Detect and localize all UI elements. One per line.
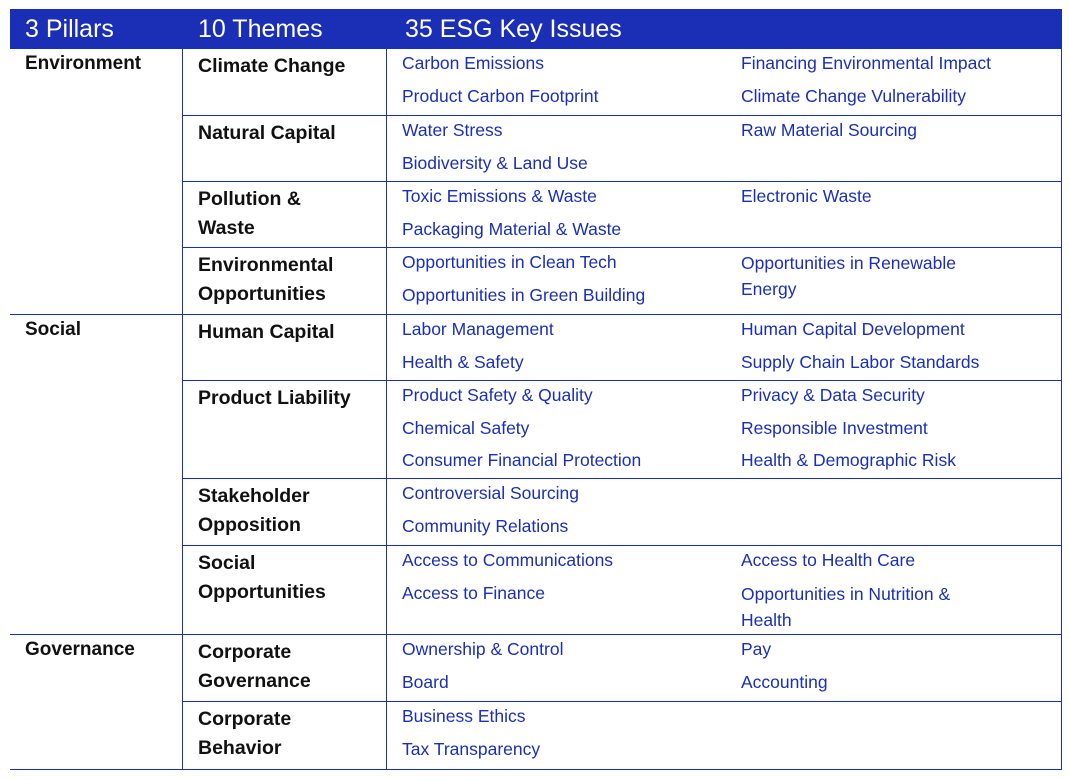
issues-right-column (741, 637, 1061, 701)
theme-row-human-capital (183, 315, 1062, 381)
key-issue: Responsible Investment (741, 417, 928, 438)
key-issue: Product Safety & Quality (402, 385, 593, 405)
issues-cell (387, 182, 1061, 247)
theme-name: Pollution & Waste (183, 182, 387, 247)
issues-right-column (741, 548, 1061, 634)
theme-row-stakeholder-opposition (183, 479, 1062, 546)
key-issue: Health & Demographic Risk (741, 450, 956, 470)
issues-left-column (402, 704, 741, 769)
key-issue: Community Relations (402, 515, 569, 536)
theme-name: Climate Change (183, 49, 387, 115)
key-issue: Opportunities in Nutrition & Health (741, 583, 951, 630)
key-issue: Pay (741, 639, 772, 659)
theme-name: Product Liability (183, 381, 387, 478)
theme-name: Stakeholder Opposition (183, 479, 387, 545)
theme-name: Environmental Opportunities (183, 248, 387, 314)
key-issue: Access to Communications (402, 550, 614, 570)
key-issue: Biodiversity & Land Use (402, 152, 588, 173)
key-issue: Tax Transparency (402, 738, 541, 759)
theme-name: Corporate Governance (183, 635, 387, 701)
pillar-social: Social (10, 315, 182, 635)
header-themes: 10 Themes (198, 14, 323, 43)
issues-right-column (741, 383, 1061, 478)
theme-name: Natural Capital (183, 116, 387, 181)
theme-column (183, 49, 1062, 769)
key-issue: Raw Material Sourcing (741, 120, 918, 140)
theme-name: Human Capital (183, 315, 387, 380)
theme-name: Corporate Behavior (183, 702, 387, 769)
issues-right-column (741, 51, 1061, 115)
pillar-governance: Governance (25, 639, 135, 660)
issues-right-column (741, 704, 1061, 769)
theme-name: Social Opportunities (183, 546, 387, 634)
theme-row-natural-capital (183, 116, 1062, 182)
issues-cell (387, 49, 1061, 115)
issues-left-column (402, 317, 741, 380)
key-issue: Access to Finance (402, 582, 545, 603)
issues-right-column (741, 250, 1061, 314)
key-issue: Privacy & Data Security (741, 385, 925, 405)
issues-right-column (741, 184, 1061, 247)
key-issue: Water Stress (402, 120, 503, 140)
key-issue: Health & Safety (402, 351, 524, 372)
key-issue: Carbon Emissions (402, 53, 544, 73)
key-issue: Product Carbon Footprint (402, 85, 599, 106)
key-issue: Accounting (741, 671, 828, 692)
issues-cell (387, 315, 1061, 380)
theme-row-corporate-governance (183, 635, 1062, 702)
key-issue: Consumer Financial Protection (402, 450, 642, 470)
key-issue: Opportunities in Green Building (402, 284, 646, 305)
issues-left-column (402, 118, 741, 181)
theme-row-environmental-opportunities (183, 248, 1062, 315)
issues-left-column (402, 383, 741, 478)
issues-cell (387, 381, 1061, 478)
theme-row-pollution-waste (183, 182, 1062, 248)
issues-cell (387, 702, 1061, 769)
header-pillars: 3 Pillars (25, 14, 114, 43)
issues-left-column (402, 548, 741, 634)
issues-cell (387, 635, 1061, 701)
key-issue: Ownership & Control (402, 639, 564, 659)
esg-table (10, 9, 1062, 770)
issues-right-column (741, 317, 1061, 380)
theme-row-climate-change (183, 49, 1062, 116)
issues-cell (387, 479, 1061, 545)
theme-row-corporate-behavior (183, 702, 1062, 769)
key-issue: Labor Management (402, 319, 554, 339)
key-issue: Toxic Emissions & Waste (402, 186, 597, 206)
issues-left-column (402, 481, 741, 545)
issues-left-column (402, 184, 741, 247)
header-issues: 35 ESG Key Issues (405, 14, 622, 43)
key-issue: Opportunities in Clean Tech (402, 252, 617, 272)
key-issue: Packaging Material & Waste (402, 218, 622, 239)
issues-right-column (741, 118, 1061, 181)
key-issue: Human Capital Development (741, 319, 965, 339)
issues-cell (387, 248, 1061, 314)
pillar-column (10, 49, 183, 769)
issues-cell (387, 116, 1061, 181)
theme-row-social-opportunities (183, 546, 1062, 635)
table-header (10, 9, 1062, 49)
key-issue: Controversial Sourcing (402, 483, 580, 503)
key-issue: Chemical Safety (402, 417, 530, 438)
table-body (10, 49, 1062, 770)
issues-right-column (741, 481, 1061, 545)
key-issue: Electronic Waste (741, 186, 872, 206)
issues-left-column (402, 51, 741, 115)
issues-left-column (402, 637, 741, 701)
key-issue: Financing Environmental Impact (741, 53, 991, 73)
issues-left-column (402, 250, 741, 314)
key-issue: Business Ethics (402, 706, 526, 726)
key-issue: Opportunities in Renewable Energy (741, 253, 956, 299)
key-issue: Supply Chain Labor Standards (741, 351, 980, 372)
issues-cell (387, 546, 1061, 634)
key-issue: Access to Health Care (741, 550, 916, 570)
key-issue: Board (402, 671, 449, 692)
theme-row-product-liability (183, 381, 1062, 479)
key-issue: Climate Change Vulnerability (741, 85, 967, 106)
pillar-environment: Environment (10, 49, 182, 315)
